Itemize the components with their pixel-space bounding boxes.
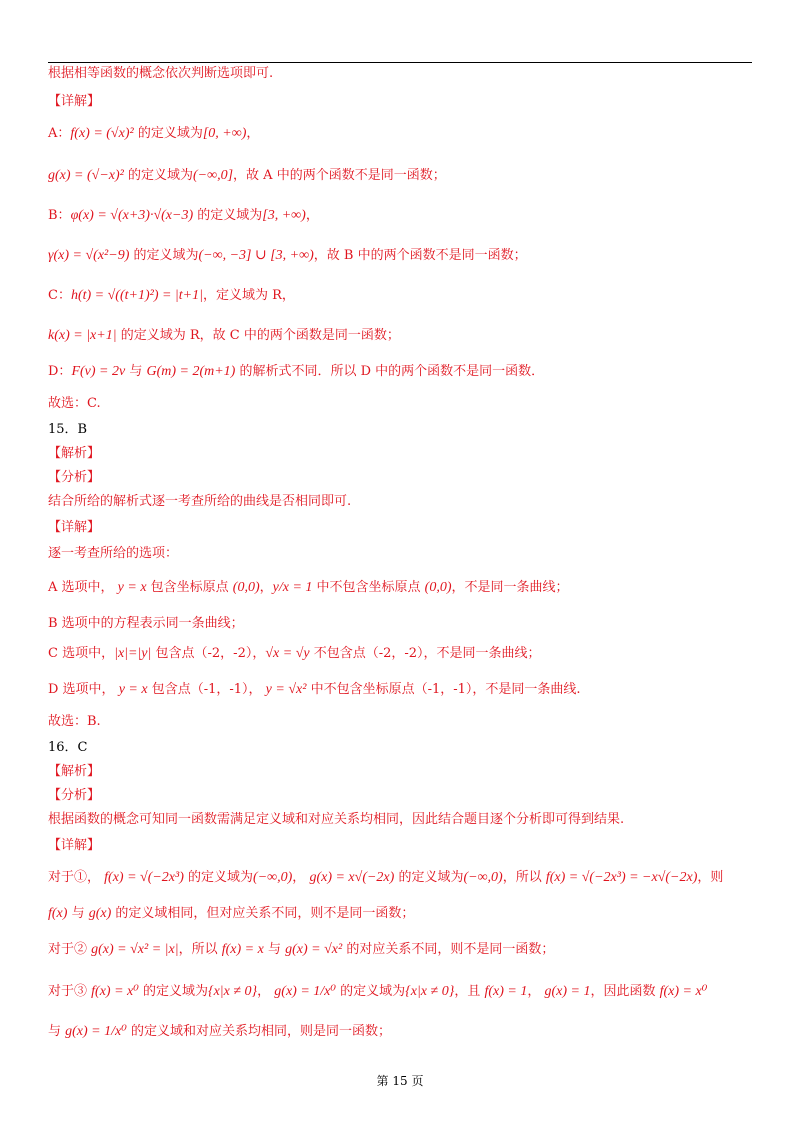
- text-span: C 选项中，: [48, 646, 115, 661]
- math-expression: h(t) = √((t+1)²) = |t+1|: [70, 288, 203, 303]
- text-span: 不包含点（-2，-2），不是同一条曲线；: [309, 646, 541, 661]
- text-line-analysis14: [48, 64, 273, 84]
- text-span: 【分析】: [48, 470, 101, 485]
- math-expression: f(x): [48, 906, 68, 921]
- text-line-l15d: [48, 644, 541, 664]
- text-line-fx15: [48, 468, 100, 488]
- text-line-l16d: [48, 982, 707, 1002]
- text-span: ，所以: [178, 942, 222, 957]
- text-line-detail14: [48, 92, 100, 112]
- text-span: 包含坐标原点: [146, 580, 233, 595]
- text-span: 【详解】: [48, 94, 101, 109]
- text-span: 对于③: [48, 984, 92, 999]
- text-span: 的定义域为: [133, 126, 203, 141]
- math-expression: {x|x ≠ 0}: [405, 984, 455, 999]
- math-expression: g(x) = (√−x)²: [48, 168, 124, 183]
- math-expression: (−∞, −3] ∪ [3, +∞): [198, 248, 314, 263]
- math-expression: g(x) = 1/x⁰: [65, 1024, 127, 1039]
- text-span: 根据相等函数的概念依次判断选项即可.: [48, 66, 274, 81]
- text-line-choose14: [48, 394, 101, 414]
- text-span: 与: [125, 364, 147, 379]
- text-span: ，: [527, 984, 545, 999]
- text-span: 【解析】: [48, 446, 101, 461]
- text-line-q16: [48, 738, 88, 758]
- text-span: 与: [263, 942, 286, 957]
- text-span: 的定义域为: [123, 168, 193, 183]
- text-line-l15b: [48, 578, 569, 598]
- text-span: C：: [48, 288, 71, 303]
- math-expression: |x|=|y|: [114, 646, 152, 661]
- text-line-choose15: [48, 712, 101, 732]
- text-span: ，: [246, 126, 260, 141]
- math-expression: [0, +∞): [202, 126, 247, 141]
- text-span: ，且: [454, 984, 485, 999]
- text-span: 的对应关系不同，则不是同一函数；: [342, 942, 555, 957]
- text-span: 的定义域为: [129, 248, 199, 263]
- text-span: B：: [48, 208, 71, 223]
- text-span: 【详解】: [48, 838, 101, 853]
- text-line-q15: [48, 420, 87, 440]
- text-span: 中不包含坐标原点: [312, 580, 425, 595]
- text-span: A：: [48, 126, 71, 141]
- math-expression: g(x) = 1/x⁰: [274, 984, 336, 999]
- text-span: 的定义域为: [138, 984, 208, 999]
- text-span: D：: [48, 364, 72, 379]
- math-expression: (0,0): [424, 580, 452, 595]
- text-span: 包含点（-1，-1），: [147, 682, 266, 697]
- text-span: ，则: [697, 870, 724, 885]
- text-span: 对于②: [48, 942, 92, 957]
- text-span: 根据函数的概念可知同一函数需满足定义域和对应关系均相同，因此结合题目逐个分析即可得到结果.: [48, 812, 625, 827]
- text-line-a2: [48, 166, 446, 186]
- text-span: 的解析式不同．所以 D 中的两个函数不是同一函数．: [235, 364, 545, 379]
- math-expression: f(x) = x⁰: [91, 984, 139, 999]
- text-span: B 选项中的方程表示同一条曲线；: [48, 616, 244, 631]
- text-span: 的定义域为: [394, 870, 464, 885]
- math-expression: φ(x) = √(x+3)·√(x−3): [70, 208, 194, 223]
- math-expression: {x|x ≠ 0}: [207, 984, 258, 999]
- text-line-l16a: [48, 868, 723, 888]
- text-span: 的定义域相同，但对应关系不同，则不是同一函数；: [111, 906, 415, 921]
- math-expression: g(x) = √x²: [285, 942, 343, 957]
- math-expression: γ(x) = √(x²−9): [48, 248, 130, 263]
- text-line-xj15: [48, 518, 100, 538]
- text-span: ，故 A 中的两个函数不是同一函数；: [233, 168, 446, 183]
- text-span: ，不是同一条曲线；: [451, 580, 569, 595]
- math-expression: [3, +∞): [262, 208, 306, 223]
- text-line-d1: [48, 362, 544, 382]
- top-rule: [48, 62, 752, 63]
- text-line-l16e: [48, 1022, 391, 1042]
- text-span: D 选项中，: [48, 682, 119, 697]
- text-line-an15: [48, 492, 351, 512]
- page-number: 第 15 页: [376, 1074, 424, 1088]
- text-line-jx15: [48, 444, 100, 464]
- text-line-b2: [48, 246, 527, 266]
- text-span: 中不包含坐标原点（-1，-1），不是同一条曲线.: [306, 682, 581, 697]
- text-span: 故选：B.: [48, 714, 101, 729]
- math-expression: G(m) = 2(m+1): [146, 364, 236, 379]
- text-span: ，定义域为 R，: [202, 288, 295, 303]
- text-span: ，因此函数: [590, 984, 660, 999]
- math-expression: f(x) = √(−2x³): [104, 870, 184, 885]
- text-span: ，所以: [502, 870, 546, 885]
- text-span: 与: [67, 906, 89, 921]
- math-expression: √x = √y: [265, 646, 310, 661]
- math-expression: g(x) = 1: [544, 984, 591, 999]
- math-expression: k(x) = |x+1|: [48, 328, 117, 343]
- text-line-c2: [48, 326, 400, 346]
- text-span: 【解析】: [48, 764, 101, 779]
- text-span: ，: [259, 580, 273, 595]
- math-expression: (−∞,0): [463, 870, 503, 885]
- text-span: 【分析】: [48, 788, 101, 803]
- math-expression: F(v) = 2v: [71, 364, 126, 379]
- text-span: 与: [48, 1024, 66, 1039]
- text-line-b1: [48, 206, 319, 226]
- text-span: 的定义域为: [183, 870, 254, 885]
- text-span: 的定义域为: [193, 208, 263, 223]
- math-expression: y/x = 1: [272, 580, 313, 595]
- text-span: 故选：C.: [48, 396, 101, 411]
- text-span: 结合所给的解析式逐一考查所给的曲线是否相同即可.: [48, 494, 352, 509]
- math-expression: (−∞,0): [253, 870, 293, 885]
- math-expression: (0,0): [232, 580, 260, 595]
- text-span: ，: [305, 208, 319, 223]
- text-span: 的定义域和对应关系均相同，则是同一函数；: [126, 1024, 391, 1039]
- text-line-fx16: [48, 786, 100, 806]
- text-line-l15e: [48, 680, 581, 700]
- math-expression: f(x) = 1: [484, 984, 528, 999]
- math-expression: f(x) = x⁰: [659, 984, 708, 999]
- math-expression: (−∞,0]: [193, 168, 234, 183]
- text-line-jx16: [48, 762, 100, 782]
- text-span: ，: [257, 984, 275, 999]
- math-expression: y = √x²: [265, 682, 307, 697]
- text-span: 【详解】: [48, 520, 101, 535]
- math-expression: f(x) = (√x)²: [70, 126, 134, 141]
- text-line-a1: [48, 124, 259, 144]
- text-line-l15a: [48, 544, 178, 564]
- text-span: 的定义域为: [336, 984, 406, 999]
- text-span: A 选项中，: [48, 580, 118, 595]
- math-expression: g(x) = √x² = |x|: [91, 942, 179, 957]
- math-expression: g(x) = x√(−2x): [309, 870, 395, 885]
- text-span: 对于①，: [48, 870, 105, 885]
- text-span: 的定义域为 R，故 C 中的两个函数是同一函数；: [116, 328, 400, 343]
- math-expression: f(x) = √(−2x³) = −x√(−2x): [545, 870, 698, 885]
- text-line-l15c: [48, 614, 244, 634]
- math-expression: y = x: [118, 682, 148, 697]
- text-line-l16b: [48, 904, 414, 924]
- text-span: 逐一考查所给的选项：: [48, 546, 179, 561]
- math-expression: g(x): [88, 906, 112, 921]
- text-span: 16．C: [48, 740, 88, 755]
- text-span: ，故 B 中的两个函数不是同一函数；: [313, 248, 527, 263]
- text-line-an16: [48, 810, 624, 830]
- math-expression: y = x: [117, 580, 147, 595]
- math-expression: f(x) = x: [221, 942, 264, 957]
- text-line-xj16: [48, 836, 100, 856]
- text-line-l16c: [48, 940, 554, 960]
- text-span: ，: [292, 870, 310, 885]
- text-span: 15．B: [48, 422, 88, 437]
- text-line-c1: [48, 286, 295, 306]
- text-span: 包含点（-2，-2），: [151, 646, 266, 661]
